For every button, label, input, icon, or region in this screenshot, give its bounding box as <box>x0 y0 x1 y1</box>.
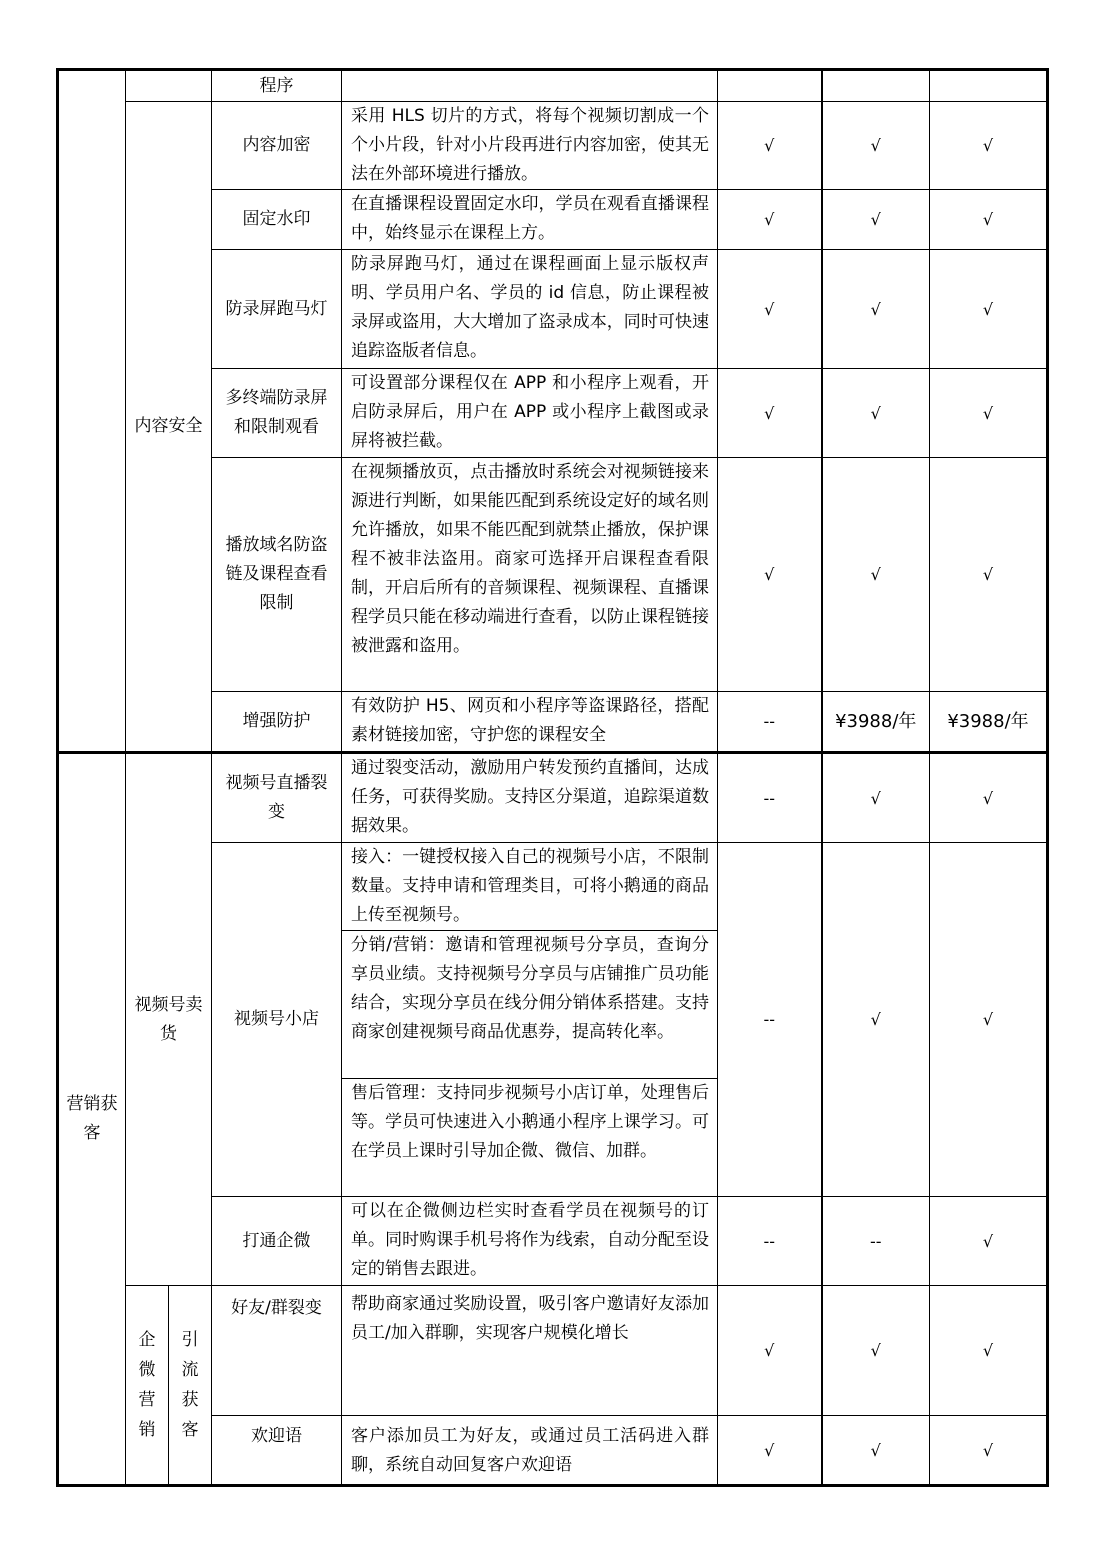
feature-desc: 客户添加员工为好友，或通过员工活码进入群聊，系统自动回复客户欢迎语 <box>342 1416 718 1486</box>
tier1-cell: -- <box>718 1197 822 1286</box>
feature-name: 好友/群裂变 <box>212 1286 342 1416</box>
feature-table <box>56 68 1049 1487</box>
feature-desc: 通过裂变活动，激励用户转发预约直播间，达成任务，可获得奖励。支持区分渠道，追踪渠道数据效果。 <box>342 753 718 843</box>
feature-name: 内容加密 <box>212 102 342 190</box>
tier1-cell <box>718 70 822 102</box>
tier2-cell: √ <box>822 458 930 692</box>
tier2-cell: √ <box>822 250 930 369</box>
table-row <box>58 70 1048 102</box>
tier2-cell: √ <box>822 843 930 1197</box>
tier1-cell: -- <box>718 692 822 753</box>
tier1-cell: √ <box>718 190 822 250</box>
table-row <box>58 753 1048 843</box>
tier1-cell: -- <box>718 843 822 1197</box>
tier2-cell: ¥3988/年 <box>822 692 930 753</box>
tier2-cell: √ <box>822 1416 930 1486</box>
feature-desc: 分销/营销：邀请和管理视频号分享员，查询分享员业绩。支持视频号分享员与店铺推广员功能结合，实现分享员在线分佣分销体系搭建。支持商家创建视频号商品优惠券，提高转化率。 <box>342 931 718 1079</box>
category-cell-empty <box>58 70 126 753</box>
subcategory-cell-empty <box>126 70 212 102</box>
feature-desc: 接入：一键授权接入自己的视频号小店，不限制数量。支持申请和管理类目，可将小鹅通的商品上传至视频号。 <box>342 843 718 931</box>
tier3-cell: √ <box>930 369 1048 458</box>
feature-desc: 防录屏跑马灯，通过在课程画面上显示版权声明、学员用户名、学员的 id 信息，防止课程被录屏或盗用，大大增加了盗录成本，同时可快速追踪盗版者信息。 <box>342 250 718 369</box>
feature-name: 视频号小店 <box>212 843 342 1197</box>
tier3-cell: √ <box>930 843 1048 1197</box>
feature-name: 多终端防录屏和限制观看 <box>212 369 342 458</box>
feature-desc: 可设置部分课程仅在 APP 和小程序上观看，开启防录屏后，用户在 APP 或小程序上截图或录屏将被拦截。 <box>342 369 718 458</box>
tier3-cell: √ <box>930 1286 1048 1416</box>
tier3-cell: √ <box>930 102 1048 190</box>
vertical-label: 企微营销 <box>138 1330 156 1440</box>
tier2-cell: √ <box>822 102 930 190</box>
tier3-cell: √ <box>930 753 1048 843</box>
feature-desc: 有效防护 H5、网页和小程序等盗课路径，搭配素材链接加密，守护您的课程安全 <box>342 692 718 753</box>
tier3-cell: √ <box>930 1197 1048 1286</box>
subcategory-lead-gen <box>169 1286 212 1486</box>
tier2-cell: √ <box>822 753 930 843</box>
feature-desc: 可以在企微侧边栏实时查看学员在视频号的订单。同时购课手机号将作为线索，自动分配至设定的销售去跟进。 <box>342 1197 718 1286</box>
feature-name: 程序 <box>212 70 342 102</box>
category-marketing: 营销获客 <box>58 753 126 1486</box>
tier3-cell: √ <box>930 458 1048 692</box>
feature-desc: 在视频播放页，点击播放时系统会对视频链接来源进行判断，如果能匹配到系统设定好的域名则允许播放，如果不能匹配到就禁止播放，保护课程不被非法盗用。商家可选择开启课程查看限制，开启后所有的音频课程、视频课程、直播课程学员只能在移动端进行查看，以防止课程链接被泄露和盗用。 <box>342 458 718 692</box>
feature-name: 视频号直播裂变 <box>212 753 342 843</box>
subcategory-video-sales: 视频号卖货 <box>126 753 212 1286</box>
feature-desc: 售后管理：支持同步视频号小店订单，处理售后等。学员可快速进入小鹅通小程序上课学习。可在学员上课时引导加企微、微信、加群。 <box>342 1079 718 1197</box>
feature-desc: 在直播课程设置固定水印，学员在观看直播课程中，始终显示在课程上方。 <box>342 190 718 250</box>
tier2-cell: √ <box>822 190 930 250</box>
tier1-cell: √ <box>718 458 822 692</box>
feature-name: 增强防护 <box>212 692 342 753</box>
tier3-cell: ¥3988/年 <box>930 692 1048 753</box>
feature-desc: 帮助商家通过奖励设置，吸引客户邀请好友添加员工/加入群聊，实现客户规模化增长 <box>342 1286 718 1416</box>
tier1-cell: √ <box>718 102 822 190</box>
table-row <box>58 1286 1048 1416</box>
tier1-cell: √ <box>718 250 822 369</box>
feature-name: 播放域名防盗链及课程查看限制 <box>212 458 342 692</box>
tier3-cell <box>930 70 1048 102</box>
tier1-cell: √ <box>718 369 822 458</box>
tier1-cell: √ <box>718 1286 822 1416</box>
subcategory-wecom-marketing <box>126 1286 169 1486</box>
table-row <box>58 102 1048 190</box>
feature-desc <box>342 70 718 102</box>
feature-desc: 采用 HLS 切片的方式，将每个视频切割成一个个小片段，针对小片段再进行内容加密，使其无 法在外部环境进行播放。 <box>342 102 718 190</box>
vertical-label: 引流获客 <box>181 1330 199 1440</box>
tier3-cell: √ <box>930 250 1048 369</box>
tier3-cell: √ <box>930 1416 1048 1486</box>
tier1-cell: √ <box>718 1416 822 1486</box>
tier2-cell <box>822 70 930 102</box>
feature-name: 固定水印 <box>212 190 342 250</box>
feature-name: 防录屏跑马灯 <box>212 250 342 369</box>
tier2-cell: √ <box>822 1286 930 1416</box>
feature-name: 打通企微 <box>212 1197 342 1286</box>
tier3-cell: √ <box>930 190 1048 250</box>
feature-name: 欢迎语 <box>212 1416 342 1486</box>
tier2-cell: √ <box>822 369 930 458</box>
tier1-cell: -- <box>718 753 822 843</box>
tier2-cell: -- <box>822 1197 930 1286</box>
subcategory-content-security: 内容安全 <box>126 102 212 753</box>
